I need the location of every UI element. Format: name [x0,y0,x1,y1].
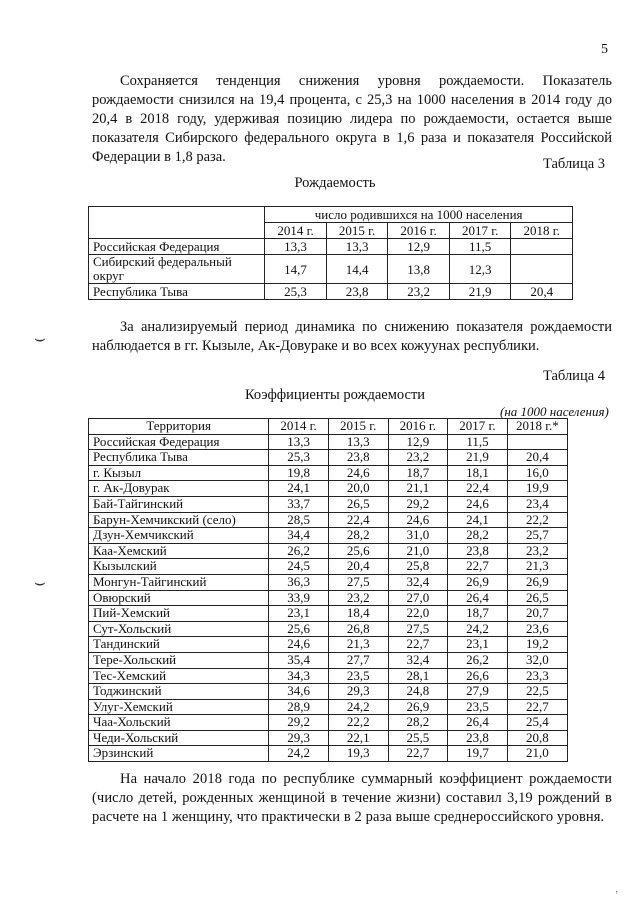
table-cell: 21,3 [328,637,388,653]
table-cell: 24,6 [269,637,329,653]
table-row [89,652,568,668]
table4-birth-coefficients [88,418,568,762]
table-cell: 24,8 [388,684,448,700]
table-cell: 24,2 [269,746,329,762]
table-cell: 24,1 [269,481,329,497]
table-cell: 26,2 [269,543,329,559]
table4-units: (на 1000 населения) [500,404,609,419]
table-row-label: Чаа-Хольский [89,715,269,731]
table-cell: 25,4 [507,715,567,731]
table-cell: 22,0 [388,606,448,622]
table-row [89,621,568,637]
table-cell [511,255,573,284]
table-cell: 20,8 [507,730,567,746]
table-cell: 26,2 [448,652,508,668]
table-row [89,637,568,653]
table-cell: 23,8 [326,284,388,300]
table-cell: 18,1 [448,465,508,481]
table-cell: 12,9 [388,434,448,450]
table-row-label: Тес-Хемский [89,668,269,684]
table-cell: 25,5 [388,730,448,746]
table-cell: 26,4 [448,590,508,606]
table-cell: 19,3 [328,746,388,762]
table-cell: 23,4 [507,496,567,512]
table-row [89,699,568,715]
table-row [89,496,568,512]
table-row [89,450,568,466]
table-cell: 22,7 [388,637,448,653]
table-row [89,481,568,497]
table-cell [89,207,265,239]
table-row [89,590,568,606]
table-row-label: Российская Федерация [89,434,269,450]
table-cell: 23,1 [448,637,508,653]
table-cell: 34,6 [269,684,329,700]
table4-label: Таблица 4 [543,368,606,384]
page-number: 5 [601,42,608,57]
table-cell: 34,3 [269,668,329,684]
table-cell: 21,0 [388,543,448,559]
table-row-label: Пий-Хемский [89,606,269,622]
table-row [89,746,568,762]
table-cell: 11,5 [449,239,511,255]
table-cell: 25,3 [269,450,329,466]
table-cell: 21,3 [507,559,567,575]
table-cell: 14,4 [326,255,388,284]
table-row-label: Эрзинский [89,746,269,762]
table-cell: 12,3 [449,255,511,284]
table-cell: 35,4 [269,652,329,668]
table-cell: 23,1 [269,606,329,622]
table-cell: 20,4 [328,559,388,575]
table-cell: 20,0 [328,481,388,497]
table-cell: 27,5 [388,621,448,637]
table-header-year: 2015 г. [328,419,388,435]
table-row-label: Республика Тыва [89,284,265,300]
table3-group-header: число родившихся на 1000 населения [265,207,573,223]
paragraph-birth-rate-trend: Сохраняется тенденция снижения уровня рождаемости. Показатель рождаемости снизился на 19,4 процента, с 25,3 на 1000 населения в 2014 году до 20,4 в 2018 году, удерживая позицию лидера по рождаемости, остается выше показателя Сибирского федерального округа в 1,6 раза и показателя Российской Федерации в 1,8 раза. [92,73,612,165]
margin-mark-2: ⌣ [34,572,46,592]
table-cell: 27,7 [328,652,388,668]
table-cell: 36,3 [269,574,329,590]
table-row [89,239,573,255]
table-cell: 33,7 [269,496,329,512]
table-cell: 34,4 [269,528,329,544]
table-cell: 26,4 [448,715,508,731]
table-cell: 20,4 [507,450,567,466]
table-row [89,434,568,450]
table-cell: 11,5 [448,434,508,450]
table-cell: 23,6 [507,621,567,637]
table-row [89,465,568,481]
table-cell: 14,7 [265,255,327,284]
table-header-territory: Территория [89,419,269,435]
table-cell: 19,8 [269,465,329,481]
table-header-year: 2015 г. [326,223,388,239]
table-cell: 22,1 [328,730,388,746]
table-cell: 22,7 [448,559,508,575]
table-row-label: Барун-Хемчикский (село) [89,512,269,528]
table-cell: 13,3 [326,239,388,255]
table-cell: 24,2 [448,621,508,637]
table-cell: 13,3 [269,434,329,450]
table-cell: 25,3 [265,284,327,300]
table-cell: 23,3 [507,668,567,684]
table-cell: 25,7 [507,528,567,544]
table-cell: 22,5 [507,684,567,700]
table-row [89,512,568,528]
table-cell: 26,9 [507,574,567,590]
table-cell: 29,2 [269,715,329,731]
table-row [89,528,568,544]
table-cell: 20,4 [511,284,573,300]
table-row [89,684,568,700]
table-cell: 26,8 [328,621,388,637]
table-cell: 22,4 [328,512,388,528]
table-cell: 25,6 [328,543,388,559]
table-cell: 29,2 [388,496,448,512]
table-cell: 22,4 [448,481,508,497]
table-cell: 18,4 [328,606,388,622]
table-cell: 24,5 [269,559,329,575]
table-cell: 19,7 [448,746,508,762]
table-cell: 23,2 [328,590,388,606]
table-cell: 28,5 [269,512,329,528]
table-row-label: Российская Федерация [89,239,265,255]
table-header-year: 2018 г.* [507,419,567,435]
table4-title: Коэффициенты рождаемости [244,387,426,403]
table-cell: 26,5 [328,496,388,512]
table-cell: 16,0 [507,465,567,481]
table-cell: 27,5 [328,574,388,590]
table-row [89,574,568,590]
table-cell: 19,2 [507,637,567,653]
table-header-year: 2014 г. [265,223,327,239]
table-row [89,668,568,684]
table-cell: 18,7 [388,465,448,481]
table-cell: 26,5 [507,590,567,606]
table-cell: 22,7 [388,746,448,762]
table-row-label: Улуг-Хемский [89,699,269,715]
margin-mark-1: ⌣ [34,328,46,348]
table-row-label: Чеди-Хольский [89,730,269,746]
table-row [89,284,573,300]
table-row-label: Кызылский [89,559,269,575]
table-header-year: 2017 г. [449,223,511,239]
table-cell: 22,2 [507,512,567,528]
table-cell: 24,6 [328,465,388,481]
table-row [89,419,568,435]
table-cell: 19,9 [507,481,567,497]
table-row [89,715,568,731]
table-cell: 24,2 [328,699,388,715]
table-row-label: Тере-Хольский [89,652,269,668]
table-row [89,207,573,223]
table-cell: 23,5 [448,699,508,715]
table3-title: Рождаемость [294,175,376,191]
table-cell: 24,1 [448,512,508,528]
table-cell: 21,0 [507,746,567,762]
table-cell: 28,2 [328,528,388,544]
table-cell: 23,2 [507,543,567,559]
table-header-year: 2018 г. [511,223,573,239]
table-row [89,730,568,746]
corner-mark: ‚ [615,884,619,895]
table-row-label: г. Кызыл [89,465,269,481]
table-header-year: 2017 г. [448,419,508,435]
table-cell: 18,7 [448,606,508,622]
table-row-label: Каа-Хемский [89,543,269,559]
table-cell: 24,6 [448,496,508,512]
table-cell [511,239,573,255]
table-cell: 23,2 [388,450,448,466]
table-cell: 32,4 [388,574,448,590]
table-row-label: Монгун-Тайгинский [89,574,269,590]
table-cell: 22,7 [507,699,567,715]
table-row-label: Бай-Тайгинский [89,496,269,512]
table-header-year: 2016 г. [388,419,448,435]
table-cell: 24,6 [388,512,448,528]
table-row [89,255,573,284]
table-cell: 25,8 [388,559,448,575]
table-cell [507,434,567,450]
table3-label: Таблица 3 [543,156,606,172]
table-cell: 29,3 [269,730,329,746]
table-cell: 25,6 [269,621,329,637]
table-row [89,543,568,559]
table-cell: 21,1 [388,481,448,497]
table-cell: 13,3 [328,434,388,450]
table-cell: 21,9 [449,284,511,300]
table-row-label: Тоджинский [89,684,269,700]
table-cell: 29,3 [328,684,388,700]
table-header-year: 2014 г. [269,419,329,435]
table-cell: 22,2 [328,715,388,731]
table-cell: 32,0 [507,652,567,668]
table-cell: 20,7 [507,606,567,622]
paragraph-total-fertility: На начало 2018 года по республике суммарный коэффициент рождаемости (число детей, рожденных женщиной в течение жизни) составил 3,19 рождений в расчете на 1 женщину, что практически в 2 раза выше среднероссийского уровня. [92,771,612,825]
table-cell: 23,5 [328,668,388,684]
table-cell: 26,9 [448,574,508,590]
table3-birth-rate [88,206,573,300]
table-cell: 28,9 [269,699,329,715]
table-cell: 23,8 [448,543,508,559]
table-row-label: Сут-Хольский [89,621,269,637]
table-row [89,559,568,575]
table-cell: 26,9 [388,699,448,715]
table-cell: 28,2 [388,715,448,731]
table-cell: 12,9 [388,239,450,255]
table-cell: 23,8 [328,450,388,466]
table4-body [89,434,568,761]
table-cell: 21,9 [448,450,508,466]
table-cell: 27,0 [388,590,448,606]
table-cell: 32,4 [388,652,448,668]
table-cell: 27,9 [448,684,508,700]
table-cell: 23,8 [448,730,508,746]
table-row-label: г. Ак-Довурак [89,481,269,497]
table-row-label: Республика Тыва [89,450,269,466]
table-cell: 33,9 [269,590,329,606]
table-header-year: 2016 г. [388,223,450,239]
table-row [89,606,568,622]
table-cell: 31,0 [388,528,448,544]
paragraph-decline-dynamics: За анализируемый период динамика по снижению показателя рождаемости наблюдается в гг. Кызыле, Ак-Довураке и во всех кожуунах республики. [92,319,612,354]
table-cell: 28,1 [388,668,448,684]
table-row-label: Сибирский федеральный округ [89,255,265,284]
table-cell: 26,6 [448,668,508,684]
table-row-label: Овюрский [89,590,269,606]
table-row-label: Тандинский [89,637,269,653]
table-cell: 13,3 [265,239,327,255]
table-cell: 28,2 [448,528,508,544]
table-cell: 23,2 [388,284,450,300]
table-row-label: Дзун-Хемчикский [89,528,269,544]
table-cell: 13,8 [388,255,450,284]
